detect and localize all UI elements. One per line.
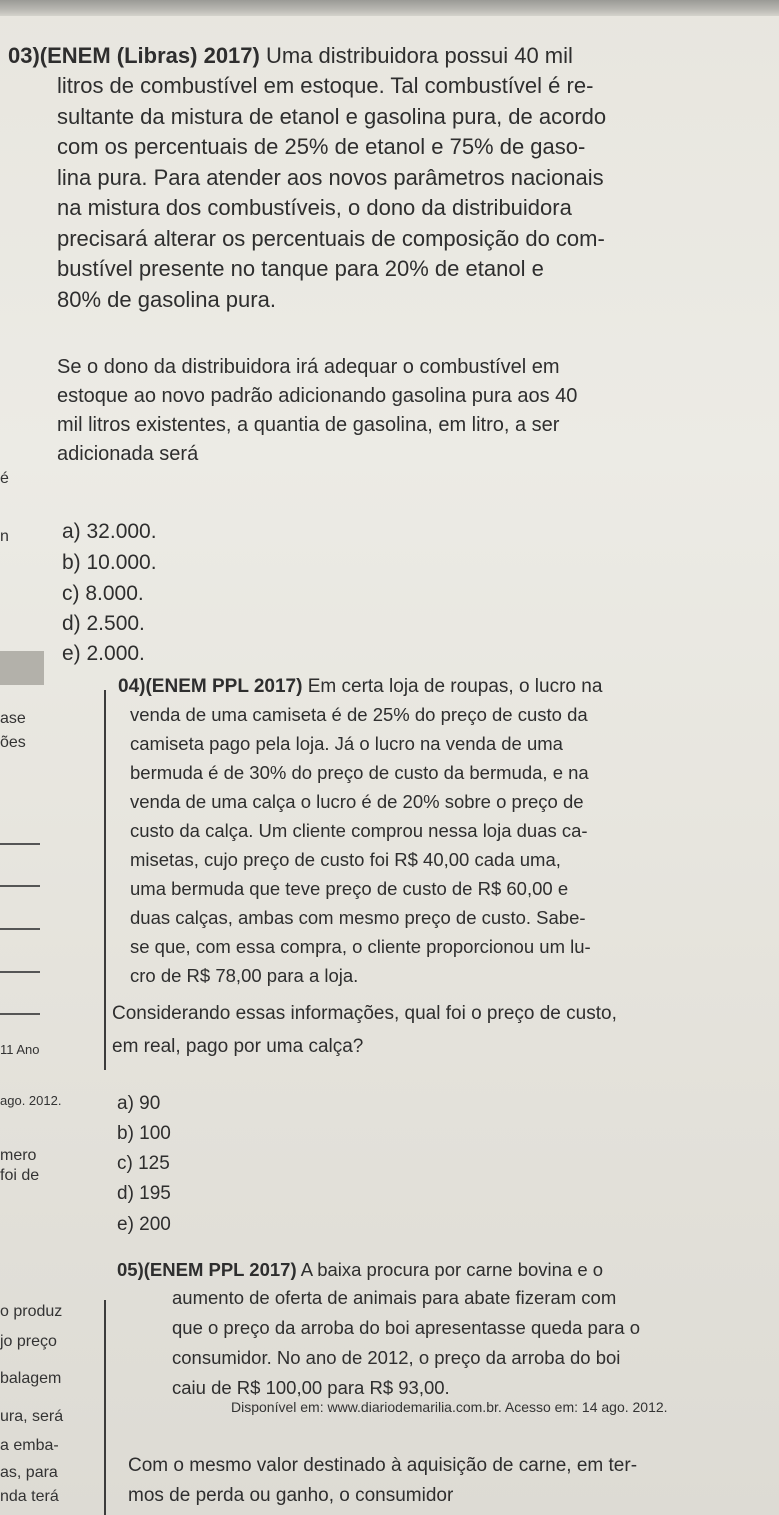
question-03-prompt bbox=[57, 353, 712, 469]
text-line: mil litros existentes, a quantia de gasolina, em litro, a ser bbox=[57, 414, 560, 436]
margin-fragment: ões bbox=[0, 734, 26, 751]
text-line: Em certa loja de roupas, o lucro na bbox=[307, 676, 603, 697]
margin-fragment: mero bbox=[0, 1147, 37, 1164]
margin-fragment: foi de bbox=[0, 1167, 40, 1184]
column-divider bbox=[104, 1300, 106, 1515]
text-line: Se o dono da distribuidora irá adequar o combustível em bbox=[57, 356, 560, 378]
text-line: na mistura dos combustíveis, o dono da distribuidora bbox=[57, 195, 572, 220]
question-source-header: (ENEM (Libras) 2017) bbox=[39, 43, 260, 68]
text-line: 80% de gasolina pura. bbox=[57, 286, 276, 312]
margin-rule bbox=[0, 885, 40, 887]
text-line: mos de perda ou ganho, o consumidor bbox=[128, 1485, 454, 1506]
text-line: A baixa procura por carne bovina e o bbox=[300, 1259, 604, 1280]
text-line: sultante da mistura de etanol e gasolina pura, de acordo bbox=[57, 103, 607, 129]
margin-fragment: nda terá bbox=[0, 1488, 59, 1505]
question-number: 04) bbox=[118, 676, 146, 697]
margin-rule bbox=[0, 928, 40, 930]
text-line: caiu de R$ 100,00 para R$ 93,00. bbox=[172, 1377, 450, 1398]
option-a[interactable]: a) 90 bbox=[117, 1093, 161, 1114]
margin-fragment: é bbox=[0, 470, 9, 487]
margin-fragment: ura, será bbox=[0, 1408, 64, 1425]
text-line: aumento de oferta de animais para abate fizeram com bbox=[172, 1287, 617, 1308]
question-05-statement bbox=[117, 1256, 709, 1284]
margin-gray-block bbox=[0, 651, 44, 685]
option-d[interactable]: d) 195 bbox=[117, 1183, 171, 1204]
text-line: estoque ao novo padrão adicionando gasolina pura aos 40 bbox=[57, 385, 578, 407]
margin-rule bbox=[0, 971, 40, 973]
text-line: bustível presente no tanque para 20% de etanol e bbox=[57, 256, 544, 281]
text-line: lina pura. Para atender aos novos parâmetros nacionais bbox=[57, 164, 604, 190]
margin-fragment: 11 Ano bbox=[0, 1042, 40, 1057]
text-line: adicionada será bbox=[57, 443, 199, 465]
question-03-body bbox=[57, 71, 712, 315]
text-line: precisará alterar os percentuais de composição do com- bbox=[57, 225, 605, 251]
text-line: Uma distribuidora possui 40 mil bbox=[265, 43, 573, 68]
question-05-prompt bbox=[128, 1451, 718, 1511]
question-number: 05) bbox=[117, 1259, 144, 1280]
margin-fragment: o produz bbox=[0, 1303, 63, 1320]
option-c[interactable]: c) 8.000. bbox=[62, 582, 144, 605]
text-line: em real, pago por uma calça? bbox=[112, 1036, 364, 1057]
text-line: consumidor. No ano de 2012, o preço da arroba do boi bbox=[172, 1347, 621, 1368]
question-source-header: (ENEM PPL 2017) bbox=[145, 676, 303, 697]
text-line: custo da calça. Um cliente comprou nessa loja duas ca- bbox=[130, 820, 588, 841]
text-line: litros de combustível em estoque. Tal combustível é re- bbox=[57, 73, 594, 98]
text-line: bermuda é de 30% do preço de custo da bermuda, e na bbox=[130, 762, 589, 783]
question-04-body bbox=[130, 700, 710, 990]
option-e[interactable]: e) 2.000. bbox=[62, 642, 145, 665]
margin-rule bbox=[0, 843, 40, 845]
text-line: que o preço da arroba do boi apresentasse queda para o bbox=[172, 1317, 640, 1338]
citation-source: Disponível em: www.diariodemarilia.com.br. Acesso em: 14 ago. 2012. bbox=[231, 1399, 668, 1415]
option-d[interactable]: d) 2.500. bbox=[62, 612, 145, 635]
text-line: venda de uma camiseta é de 25% do preço de custo da bbox=[130, 704, 588, 725]
question-05-body bbox=[172, 1283, 712, 1403]
text-line: cro de R$ 78,00 para a loja. bbox=[130, 965, 359, 986]
text-line: uma bermuda que teve preço de custo de R$ 60,00 e bbox=[130, 878, 569, 899]
text-line: Com o mesmo valor destinado à aquisição de carne, em ter- bbox=[128, 1455, 638, 1476]
text-line: com os percentuais de 25% de etanol e 75% de gaso- bbox=[57, 134, 586, 159]
margin-fragment: ase bbox=[0, 710, 26, 727]
text-line: se que, com essa compra, o cliente proporcionou um lu- bbox=[130, 936, 591, 957]
question-source-header: (ENEM PPL 2017) bbox=[143, 1259, 297, 1280]
page-top-edge bbox=[0, 0, 779, 16]
text-line: camiseta pago pela loja. Já o lucro na venda de uma bbox=[130, 733, 563, 754]
column-divider bbox=[104, 690, 106, 1070]
text-line: misetas, cujo preço de custo foi R$ 40,00 cada uma, bbox=[130, 849, 561, 870]
margin-fragment: balagem bbox=[0, 1370, 62, 1387]
margin-fragment: jo preço bbox=[0, 1333, 57, 1350]
option-b[interactable]: b) 10.000. bbox=[62, 551, 157, 574]
margin-fragment: ago. 2012. bbox=[0, 1093, 62, 1108]
question-03-statement bbox=[8, 41, 712, 72]
question-04-prompt bbox=[112, 997, 712, 1063]
text-line: venda de uma calça o lucro é de 20% sobre o preço de bbox=[130, 791, 584, 812]
margin-fragment: a emba- bbox=[0, 1437, 59, 1454]
question-number: 03) bbox=[8, 43, 40, 68]
margin-fragment: as, para bbox=[0, 1464, 58, 1481]
option-e[interactable]: e) 200 bbox=[117, 1214, 171, 1235]
margin-rule bbox=[0, 1013, 40, 1015]
question-04-statement bbox=[118, 673, 708, 701]
option-c[interactable]: c) 125 bbox=[117, 1153, 170, 1174]
text-line: duas calças, ambas com mesmo preço de custo. Sabe- bbox=[130, 907, 586, 928]
margin-fragment: n bbox=[0, 528, 9, 545]
option-b[interactable]: b) 100 bbox=[117, 1123, 171, 1144]
option-a[interactable]: a) 32.000. bbox=[62, 520, 157, 543]
text-line: Considerando essas informações, qual foi o preço de custo, bbox=[112, 1003, 617, 1024]
